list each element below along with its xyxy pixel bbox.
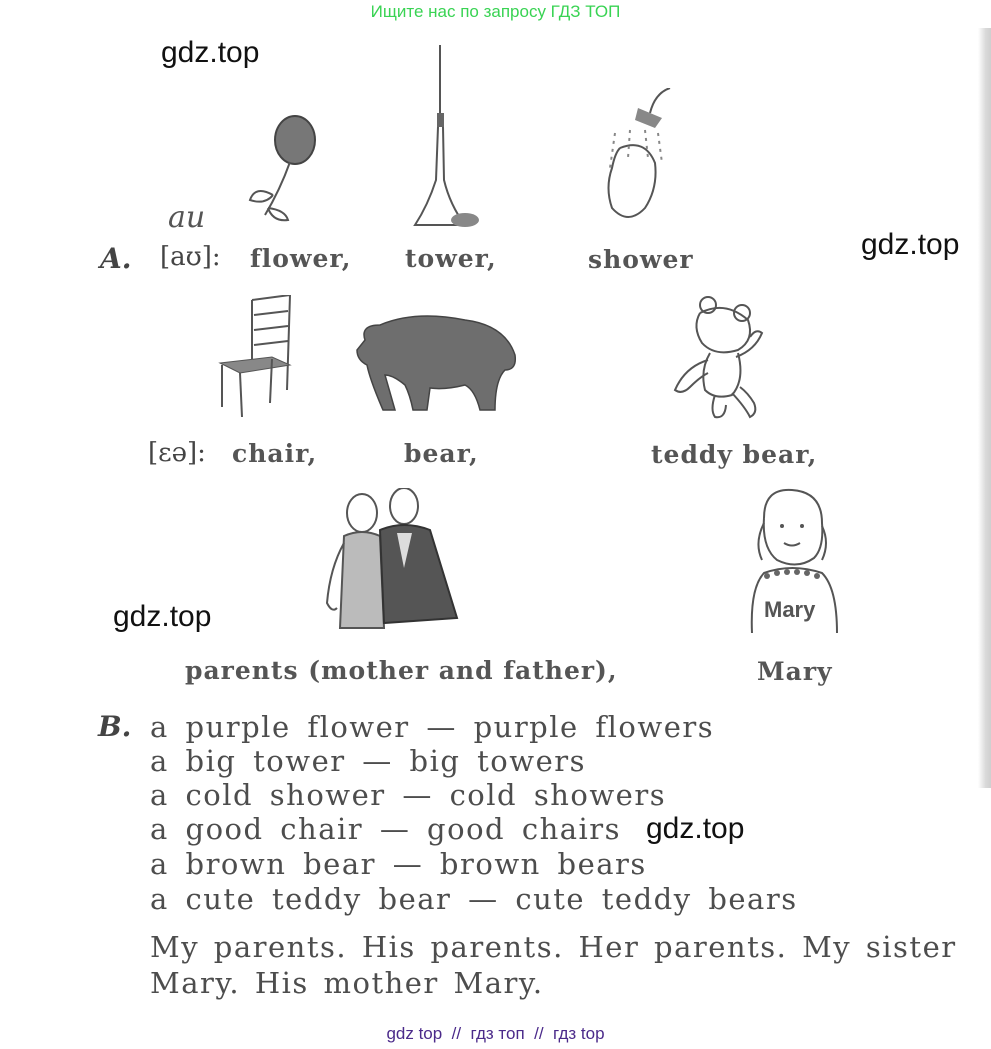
- bear-illustration: [355, 310, 520, 420]
- search-hint-link[interactable]: Ищите нас по запросу ГДЗ ТОП: [370, 2, 621, 21]
- phrase-line: a purple flower — purple flowers: [150, 710, 715, 744]
- word-flower: flower,: [250, 244, 352, 273]
- section-b-label: B.: [98, 710, 132, 743]
- paragraph-line-1: My parents. His parents. Her parents. My sister: [150, 930, 957, 964]
- watermark: gdz.top: [161, 36, 260, 69]
- watermark: gdz.top: [646, 812, 745, 845]
- paragraph-line-2: Mary. His mother Mary.: [150, 966, 544, 1000]
- phrase-line: a brown bear — brown bears: [150, 847, 647, 881]
- watermark: gdz.top: [861, 228, 960, 261]
- word-shower: shower: [588, 245, 694, 274]
- chair-illustration: [212, 295, 297, 420]
- word-chair: chair,: [232, 439, 318, 468]
- ipa-diphthong-au: [aʊ]:: [160, 242, 221, 272]
- ipa-diphthong-ea: [ɛə]:: [148, 438, 206, 468]
- watermark: gdz.top: [113, 600, 212, 633]
- tv-tower-illustration: [410, 45, 485, 230]
- footer-links[interactable]: gdz top // гдз топ // гдз top: [386, 1024, 605, 1043]
- page-edge-shadow: [978, 28, 991, 788]
- section-a-label: A.: [100, 242, 132, 275]
- sweater-name-text: Mary: [764, 597, 816, 622]
- parents-illustration: [322, 488, 462, 638]
- teddy-bear-illustration: [670, 295, 765, 420]
- word-mary: Mary: [757, 657, 833, 686]
- word-tower: tower,: [405, 244, 497, 273]
- word-teddy-bear: teddy bear,: [651, 440, 818, 469]
- word-bear: bear,: [404, 439, 479, 468]
- phrase-line: a cold shower — cold showers: [150, 778, 667, 812]
- handwritten-note: au: [168, 200, 206, 235]
- shower-illustration: [600, 88, 680, 228]
- phrase-line: a cute teddy bear — cute teddy bears: [150, 882, 798, 916]
- phrase-line: a big tower — big towers: [150, 744, 586, 778]
- phrase-line: a good chair — good chairs: [150, 812, 622, 846]
- word-parents: parents (mother and father),: [185, 656, 618, 685]
